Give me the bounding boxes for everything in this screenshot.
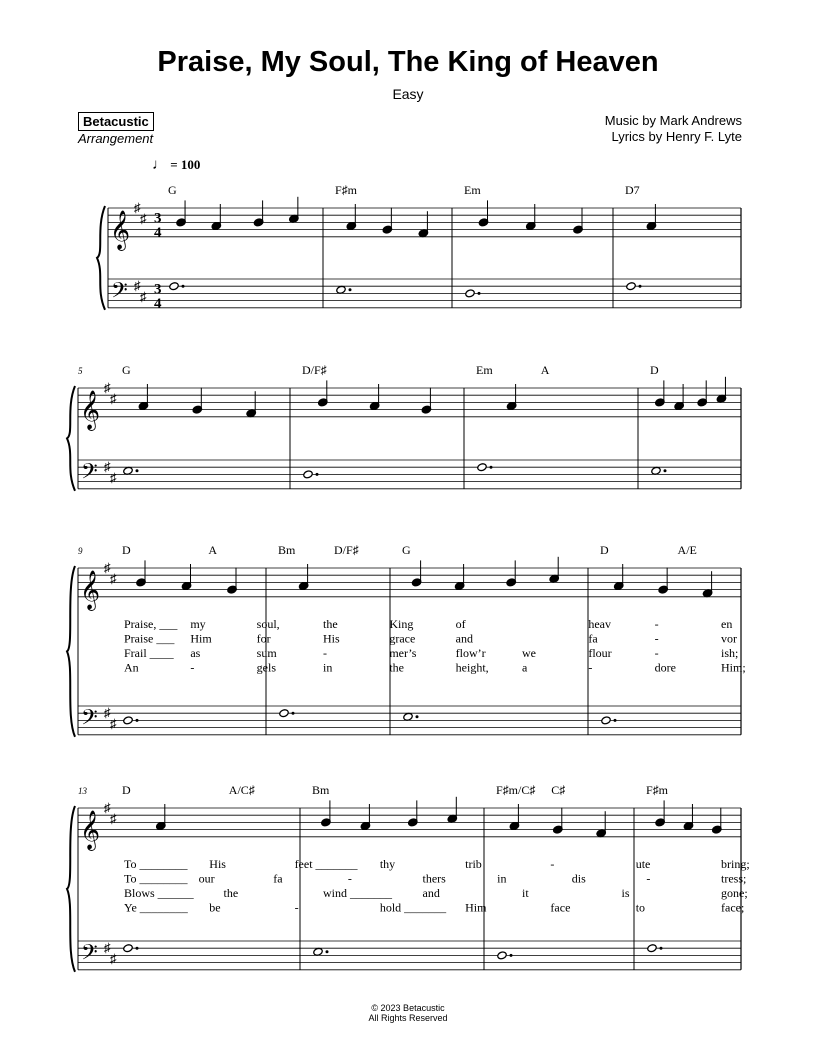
time-signature-top: 3 (154, 210, 162, 227)
lyric-syllable: His (323, 631, 340, 646)
chord-symbol: Em (464, 183, 481, 197)
lyric-syllable: and (422, 886, 440, 900)
lyric-syllable: Him; (721, 660, 746, 675)
bass-clef-icon: 𝄢 (81, 940, 98, 970)
tempo-value: = 100 (170, 157, 201, 172)
chord-symbol: F♯m (335, 183, 358, 197)
lyric-syllable: - (347, 871, 352, 886)
lyric-syllable: An (124, 660, 139, 675)
lyric-syllable: face; (721, 900, 745, 915)
bass-note (601, 716, 611, 725)
lyric-syllable: Him (190, 631, 212, 646)
dot (316, 473, 319, 476)
treble-clef-icon: 𝄞 (80, 571, 101, 609)
dot (349, 288, 352, 291)
lyric-syllable: King (389, 617, 414, 631)
lyric-syllable: it (522, 886, 529, 900)
bass-note (123, 716, 133, 725)
lyric-syllable: ish; (721, 646, 739, 660)
quarter-note-icon: ♩ (152, 157, 167, 173)
chord-symbol: A (540, 363, 550, 377)
lyric-syllable: be (209, 900, 221, 915)
sharp-icon: ♯ (104, 380, 111, 395)
lyric-syllable: as (190, 646, 201, 660)
chord-symbol: Em (476, 363, 493, 377)
chord-symbol: D (600, 543, 609, 557)
lyric-syllable: the (223, 886, 239, 900)
lyric-syllable: ute (635, 857, 651, 871)
brace (67, 566, 75, 737)
time-signature-top: 3 (154, 281, 162, 298)
bass-note (465, 289, 475, 298)
bass-note (169, 282, 179, 291)
bass-note (651, 466, 661, 475)
bass-note (647, 944, 657, 953)
chord-symbol: A/E (677, 543, 697, 557)
bass-note (313, 947, 323, 956)
lyric-syllable: dore (654, 660, 676, 675)
lyric-syllable: gels (256, 660, 277, 675)
sharp-icon: ♯ (110, 716, 117, 731)
chord-symbol: A/C♯ (228, 783, 255, 797)
chord-symbol: Bm (312, 783, 330, 797)
dot (664, 469, 667, 472)
lyric-syllable: thers (422, 871, 446, 886)
chord-symbol: G (122, 363, 131, 377)
chord-symbol: D (650, 363, 659, 377)
sharp-icon: ♯ (140, 289, 147, 304)
lyrics-credit: Lyrics by Henry F. Lyte (611, 129, 742, 144)
difficulty-subtitle: Easy (392, 86, 424, 102)
lyric-syllable: and (455, 631, 473, 646)
sharp-icon: ♯ (110, 470, 117, 485)
treble-clef-icon: 𝄞 (80, 391, 101, 429)
lyric-syllable: Praise ___ (124, 631, 175, 646)
bass-note (303, 470, 313, 479)
lyric-syllable: trib (465, 857, 482, 871)
dot (292, 712, 295, 715)
chord-symbol: Bm (278, 543, 296, 557)
treble-clef-icon: 𝄞 (80, 811, 101, 849)
dot (326, 950, 329, 953)
sharp-icon: ♯ (110, 390, 117, 406)
bass-note (336, 285, 346, 294)
sharp-icon: ♯ (110, 951, 117, 966)
lyric-syllable: dis (571, 871, 586, 886)
bass-note (403, 712, 413, 721)
lyric-syllable: tress; (721, 871, 747, 886)
bass-clef-icon: 𝄢 (81, 459, 98, 489)
lyric-syllable: my (190, 617, 206, 631)
lyric-syllable: fa (588, 631, 598, 646)
lyric-syllable: To ________ (124, 871, 188, 886)
bass-note (279, 709, 289, 718)
dot (490, 466, 493, 469)
sharp-icon: ♯ (104, 800, 111, 815)
brace (97, 206, 105, 310)
lyric-syllable: bring; (721, 857, 750, 871)
chord-symbol: A (208, 543, 218, 557)
brace (67, 806, 75, 972)
lyric-syllable: for (256, 631, 271, 646)
lyric-syllable: is (621, 886, 630, 900)
lyric-syllable: His (209, 857, 226, 871)
lyric-syllable: - (190, 660, 195, 675)
dot (136, 719, 139, 722)
measure-number: 13 (78, 786, 87, 796)
rights-line: All Rights Reserved (368, 1013, 448, 1023)
dot (660, 947, 663, 950)
lyric-syllable: - (588, 660, 593, 675)
bass-note (477, 463, 487, 472)
lyric-syllable: the (389, 660, 405, 675)
lyric-syllable: gone; (721, 886, 748, 900)
chord-symbol: D7 (625, 183, 640, 197)
chord-symbol: D/F♯ (302, 363, 327, 377)
lyric-syllable: thy (379, 857, 396, 871)
bass-note (626, 282, 636, 291)
lyric-syllable: Praise, ___ (124, 617, 178, 631)
lyric-syllable: hold _______ (379, 900, 447, 915)
lyric-syllable: Blows ______ (124, 886, 194, 900)
measure-number: 9 (78, 546, 83, 556)
dot (136, 469, 139, 472)
chord-symbol: F♯m (646, 783, 669, 797)
time-signature-bottom: 4 (154, 295, 162, 312)
treble-clef-icon: 𝄞 (110, 211, 131, 249)
lyric-syllable: heav (588, 617, 611, 631)
lyric-syllable: Him (465, 900, 487, 915)
measure-number: 5 (78, 366, 83, 376)
song-title: Praise, My Soul, The King of Heaven (157, 46, 659, 78)
sharp-icon: ♯ (104, 940, 111, 956)
lyric-syllable: a (522, 660, 528, 675)
chord-symbol: G (168, 183, 177, 197)
sharp-icon: ♯ (104, 560, 111, 575)
lyric-syllable: wind _______ (323, 886, 392, 900)
bass-note (123, 466, 133, 475)
dot (510, 954, 513, 957)
copyright (0, 1003, 816, 1023)
lyric-syllable: feet _______ (294, 857, 358, 871)
bass-clef-icon: 𝄢 (81, 705, 98, 735)
sharp-icon: ♯ (104, 459, 111, 475)
lyric-syllable: flow’r (455, 646, 486, 660)
lyric-syllable: grace (389, 631, 416, 646)
lyric-syllable: we (522, 646, 536, 660)
sharp-icon: ♯ (134, 200, 141, 215)
chord-symbol: D/F♯ (334, 543, 359, 557)
lyric-syllable: To ________ (124, 857, 188, 871)
lyric-syllable: - (294, 900, 299, 915)
bass-note (497, 951, 507, 960)
sharp-icon: ♯ (104, 705, 111, 721)
lyric-syllable: mer’s (389, 646, 417, 660)
lyric-syllable: of (455, 617, 466, 631)
dot (639, 285, 642, 288)
arrangement-label: Arrangement (78, 131, 154, 146)
lyric-syllable: Ye ________ (124, 900, 188, 915)
time-signature-bottom: 4 (154, 224, 162, 241)
brace (67, 386, 75, 491)
lyric-syllable: in (497, 871, 507, 886)
lyric-syllable: height, (455, 660, 489, 675)
chord-symbol: C♯ (551, 783, 566, 797)
brand-logo: Betacustic (78, 112, 154, 131)
sharp-icon: ♯ (140, 210, 147, 226)
copyright-line: © 2023 Betacustic (371, 1003, 445, 1013)
chord-symbol: G (402, 543, 411, 557)
lyric-syllable: Frail ____ (124, 646, 174, 660)
lyric-syllable: - (646, 871, 651, 886)
sharp-icon: ♯ (110, 810, 117, 826)
lyric-syllable: - (654, 646, 659, 660)
lyric-syllable: - (323, 646, 327, 660)
lyric-syllable: sum (256, 646, 277, 660)
sharp-icon: ♯ (134, 278, 141, 294)
dot (136, 947, 139, 950)
lyric-syllable: - (654, 631, 659, 646)
chord-symbol: D (122, 783, 131, 797)
dot (416, 715, 419, 718)
lyric-syllable: soul, (256, 617, 280, 631)
lyric-syllable: our (198, 871, 215, 886)
dot (614, 719, 617, 722)
music-credit: Music by Mark Andrews (604, 113, 742, 128)
dot (478, 292, 481, 295)
bass-note (123, 944, 133, 953)
sharp-icon: ♯ (110, 570, 117, 586)
lyric-syllable: vor (721, 631, 737, 646)
lyric-syllable: flour (588, 646, 612, 660)
chord-symbol: D (122, 543, 131, 557)
chord-symbol: F♯m/C♯ (496, 783, 536, 797)
lyric-syllable: face (550, 900, 571, 915)
lyric-syllable: the (323, 617, 338, 631)
dot (182, 285, 185, 288)
bass-clef-icon: 𝄢 (111, 278, 128, 308)
lyric-syllable: en (721, 617, 733, 631)
lyric-syllable: fa (273, 871, 283, 886)
lyric-syllable: - (654, 617, 659, 631)
lyric-syllable: to (635, 900, 646, 915)
lyric-syllable: - (550, 857, 555, 871)
lyric-syllable: in (323, 660, 333, 675)
